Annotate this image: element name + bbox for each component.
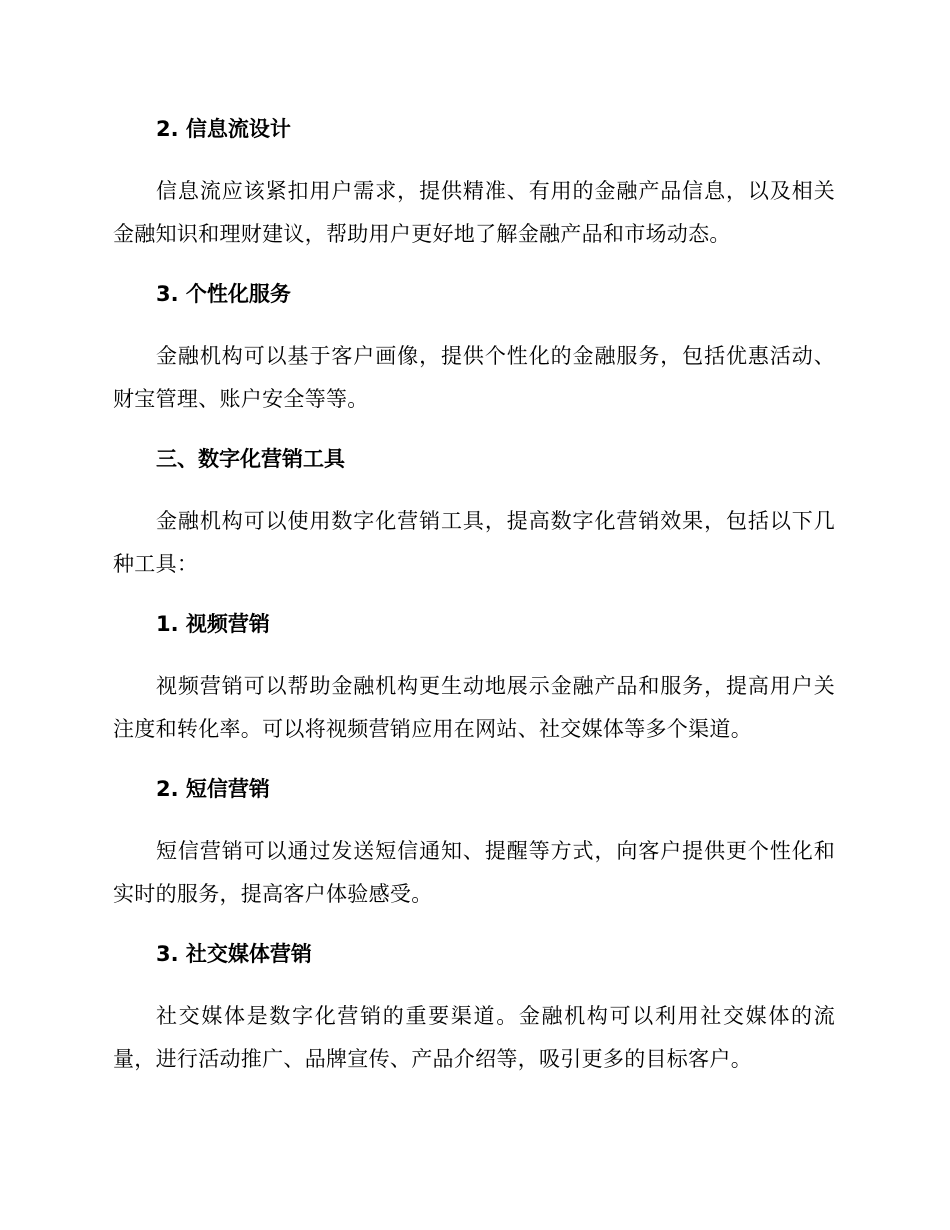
heading-personalized-service: 3. 个性化服务 xyxy=(156,282,291,306)
paragraph-social-media-marketing: 社交媒体是数字化营销的重要渠道。金融机构可以利用社交媒体的流量，进行活动推广、品牌宣传、产品介绍等，吸引更多的目标客户。 xyxy=(113,1004,835,1071)
document-body xyxy=(113,110,835,1081)
paragraph-digital-marketing-tools: 金融机构可以使用数字化营销工具，提高数字化营销效果，包括以下几种工具： xyxy=(113,509,835,576)
heading-digital-marketing-tools: 三、数字化营销工具 xyxy=(156,447,345,471)
heading-social-media-marketing: 3. 社交媒体营销 xyxy=(156,942,312,966)
paragraph-video-marketing: 视频营销可以帮助金融机构更生动地展示金融产品和服务，提高用户关注度和转化率。可以将视频营销应用在网站、社交媒体等多个渠道。 xyxy=(113,674,835,741)
heading-information-flow-design: 2. 信息流设计 xyxy=(156,117,291,141)
heading-sms-marketing: 2. 短信营销 xyxy=(156,777,270,801)
heading-video-marketing: 1. 视频营销 xyxy=(156,612,270,636)
paragraph-sms-marketing: 短信营销可以通过发送短信通知、提醒等方式，向客户提供更个性化和实时的服务，提高客户体验感受。 xyxy=(113,839,835,906)
paragraph-personalized-service: 金融机构可以基于客户画像，提供个性化的金融服务，包括优惠活动、财宝管理、账户安全等等。 xyxy=(113,344,835,411)
paragraph-information-flow-design: 信息流应该紧扣用户需求，提供精准、有用的金融产品信息，以及相关金融知识和理财建议，帮助用户更好地了解金融产品和市场动态。 xyxy=(113,179,835,246)
